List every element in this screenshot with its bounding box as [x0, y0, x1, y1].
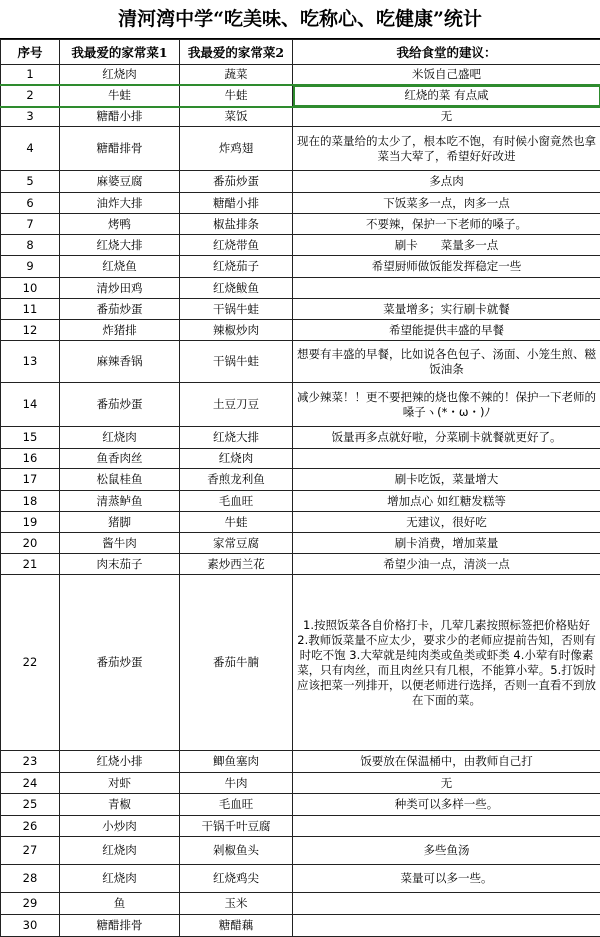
cell-dish1[interactable]: 糖醋小排 [60, 107, 180, 127]
cell-dish2[interactable]: 素炒西兰花 [180, 554, 293, 575]
cell-suggestion[interactable]: 希望少油一点，清淡一点 [293, 554, 600, 575]
cell-number[interactable]: 30 [1, 915, 60, 937]
header-dish2[interactable]: 我最爱的家常菜2 [180, 40, 293, 65]
cell-dish1[interactable]: 牛蛙 [60, 85, 180, 107]
cell-number[interactable]: 29 [1, 893, 60, 915]
table-row [1, 235, 600, 256]
cell-dish2[interactable]: 干锅牛蛙 [180, 299, 293, 320]
cell-dish1[interactable]: 番茄炒蛋 [60, 575, 180, 751]
cell-number[interactable]: 18 [1, 491, 60, 512]
table-row [1, 107, 600, 127]
cell-dish1[interactable]: 清蒸鲈鱼 [60, 491, 180, 512]
cell-dish2[interactable]: 番茄炒蛋 [180, 171, 293, 193]
header-suggestion[interactable]: 我给食堂的建议： [293, 40, 600, 65]
cell-number[interactable]: 28 [1, 865, 60, 893]
cell-suggestion[interactable]: 饭量再多点就好啦，分菜刷卡就餐就更好了。 [293, 427, 600, 449]
cell-suggestion[interactable]: 下饭菜多一点，肉多一点 [293, 193, 600, 214]
cell-number[interactable]: 19 [1, 512, 60, 533]
cell-dish1[interactable]: 松鼠桂鱼 [60, 469, 180, 491]
table-row [1, 427, 600, 449]
cell-dish1[interactable]: 麻婆豆腐 [60, 171, 180, 193]
table-row [1, 278, 600, 299]
table-row [1, 383, 600, 427]
cell-dish2[interactable]: 毛血旺 [180, 491, 293, 512]
cell-suggestion[interactable]: 无 [293, 773, 600, 794]
cell-suggestion[interactable]: 增加点心 如红糖发糕等 [293, 491, 600, 512]
cell-dish2[interactable]: 毛血旺 [180, 794, 293, 816]
cell-suggestion[interactable] [293, 278, 600, 299]
table-row [1, 751, 600, 773]
table-row [1, 554, 600, 575]
cell-dish2[interactable]: 牛蛙 [180, 85, 293, 107]
cell-dish2[interactable]: 鲫鱼塞肉 [180, 751, 293, 773]
cell-dish1[interactable]: 肉末茄子 [60, 554, 180, 575]
header-number[interactable]: 序号 [1, 40, 60, 65]
cell-dish1[interactable]: 红烧肉 [60, 65, 180, 85]
table-row [1, 575, 600, 751]
cell-number[interactable]: 20 [1, 533, 60, 554]
cell-dish1[interactable]: 青椒 [60, 794, 180, 816]
table-row [1, 85, 600, 107]
cell-suggestion[interactable]: 无建议，很好吃 [293, 512, 600, 533]
cell-suggestion[interactable]: 多些鱼汤 [293, 837, 600, 865]
cell-dish1[interactable]: 小炒肉 [60, 816, 180, 837]
cell-dish2[interactable]: 剁椒鱼头 [180, 837, 293, 865]
cell-suggestion[interactable]: 菜量可以多一些。 [293, 865, 600, 893]
cell-dish2[interactable]: 牛蛙 [180, 512, 293, 533]
cell-suggestion[interactable]: 无 [293, 107, 600, 127]
cell-number[interactable]: 13 [1, 341, 60, 383]
cell-number[interactable]: 16 [1, 449, 60, 469]
table-row [1, 865, 600, 893]
cell-number[interactable]: 6 [1, 193, 60, 214]
cell-number[interactable]: 24 [1, 773, 60, 794]
cell-dish2[interactable]: 红烧鸡尖 [180, 865, 293, 893]
cell-dish1[interactable]: 红烧肉 [60, 865, 180, 893]
cell-suggestion[interactable]: 希望能提供丰盛的早餐 [293, 320, 600, 341]
cell-suggestion[interactable]: 红烧的菜 有点咸 [293, 85, 600, 107]
cell-suggestion[interactable] [293, 915, 600, 937]
table-row [1, 837, 600, 865]
cell-suggestion[interactable]: 刷卡 菜量多一点 [293, 235, 600, 256]
cell-number[interactable]: 7 [1, 214, 60, 235]
cell-dish2[interactable]: 红烧大排 [180, 427, 293, 449]
cell-dish1[interactable]: 鱼 [60, 893, 180, 915]
cell-dish1[interactable]: 番茄炒蛋 [60, 383, 180, 427]
table-row [1, 193, 600, 214]
cell-dish2[interactable]: 牛肉 [180, 773, 293, 794]
cell-number[interactable]: 14 [1, 383, 60, 427]
table-row [1, 915, 600, 937]
cell-dish1[interactable]: 清炒田鸡 [60, 278, 180, 299]
cell-dish1[interactable]: 烤鸭 [60, 214, 180, 235]
cell-suggestion[interactable]: 多点肉 [293, 171, 600, 193]
cell-dish1[interactable]: 糖醋排骨 [60, 915, 180, 937]
cell-suggestion[interactable] [293, 816, 600, 837]
cell-number[interactable]: 5 [1, 171, 60, 193]
table-row [1, 794, 600, 816]
cell-number[interactable]: 4 [1, 127, 60, 171]
cell-number[interactable]: 21 [1, 554, 60, 575]
cell-dish2[interactable]: 辣椒炒肉 [180, 320, 293, 341]
cell-number[interactable]: 12 [1, 320, 60, 341]
cell-dish1[interactable]: 红烧肉 [60, 837, 180, 865]
table-row [1, 893, 600, 915]
cell-number[interactable]: 15 [1, 427, 60, 449]
cell-number[interactable]: 26 [1, 816, 60, 837]
cell-dish1[interactable]: 麻辣香锅 [60, 341, 180, 383]
cell-dish2[interactable]: 椒盐排条 [180, 214, 293, 235]
cell-dish2[interactable]: 糖醋藕 [180, 915, 293, 937]
cell-dish1[interactable]: 红烧小排 [60, 751, 180, 773]
cell-dish2[interactable]: 玉米 [180, 893, 293, 915]
cell-dish2[interactable]: 糖醋小排 [180, 193, 293, 214]
cell-suggestion[interactable] [293, 449, 600, 469]
table-row [1, 533, 600, 554]
cell-suggestion[interactable]: 种类可以多样一些。 [293, 794, 600, 816]
cell-dish1[interactable]: 鱼香肉丝 [60, 449, 180, 469]
table-row [1, 299, 600, 320]
cell-number[interactable]: 23 [1, 751, 60, 773]
cell-dish1[interactable]: 番茄炒蛋 [60, 299, 180, 320]
cell-dish2[interactable]: 菜饭 [180, 107, 293, 127]
cell-dish1[interactable]: 对虾 [60, 773, 180, 794]
table-row [1, 512, 600, 533]
cell-suggestion[interactable]: 现在的菜量给的太少了，根本吃不饱，有时候小窗竟然也拿菜当大荤了，希望好好改进 [293, 127, 600, 171]
cell-dish1[interactable]: 猪脚 [60, 512, 180, 533]
cell-dish2[interactable]: 蔬菜 [180, 65, 293, 85]
cell-dish2[interactable]: 红烧鲅鱼 [180, 278, 293, 299]
cell-suggestion[interactable]: 刷卡吃饭，菜量增大 [293, 469, 600, 491]
cell-suggestion[interactable]: 减少辣菜！！更不要把辣的烧也像不辣的！保护一下老师的嗓子ヽ(*・ω・)ﾉ [293, 383, 600, 427]
cell-suggestion[interactable]: 米饭自己盛吧 [293, 65, 600, 85]
cell-suggestion[interactable]: 想要有丰盛的早餐，比如说各色包子、汤面、小笼生煎、糍饭油条 [293, 341, 600, 383]
cell-dish2[interactable]: 家常豆腐 [180, 533, 293, 554]
table-row [1, 171, 600, 193]
table-row [1, 127, 600, 171]
cell-dish2[interactable]: 番茄牛腩 [180, 575, 293, 751]
cell-suggestion[interactable]: 刷卡消费，增加菜量 [293, 533, 600, 554]
cell-dish1[interactable]: 糖醋排骨 [60, 127, 180, 171]
table-row [1, 214, 600, 235]
header-dish1[interactable]: 我最爱的家常菜1 [60, 40, 180, 65]
table-row [1, 449, 600, 469]
table-row [1, 341, 600, 383]
cell-suggestion[interactable]: 不要辣，保护一下老师的嗓子。 [293, 214, 600, 235]
cell-dish1[interactable]: 红烧鱼 [60, 256, 180, 278]
cell-dish2[interactable]: 干锅千叶豆腐 [180, 816, 293, 837]
cell-suggestion[interactable] [293, 893, 600, 915]
cell-suggestion[interactable]: 菜量增多；实行刷卡就餐 [293, 299, 600, 320]
cell-dish2[interactable]: 红烧茄子 [180, 256, 293, 278]
table-row [1, 256, 600, 278]
survey-table [0, 39, 600, 937]
table-row [1, 469, 600, 491]
cell-suggestion[interactable]: 希望厨师做饭能发挥稳定一些 [293, 256, 600, 278]
cell-number[interactable]: 27 [1, 837, 60, 865]
cell-number[interactable]: 3 [1, 107, 60, 127]
cell-dish2[interactable]: 炸鸡翅 [180, 127, 293, 171]
sheet-title: 清河湾中学“吃美味、吃称心、吃健康”统计 [0, 0, 600, 39]
cell-dish2[interactable]: 土豆刀豆 [180, 383, 293, 427]
cell-dish2[interactable]: 红烧带鱼 [180, 235, 293, 256]
cell-dish1[interactable]: 酱牛肉 [60, 533, 180, 554]
cell-number[interactable]: 10 [1, 278, 60, 299]
cell-number[interactable]: 22 [1, 575, 60, 751]
cell-dish2[interactable]: 红烧肉 [180, 449, 293, 469]
cell-dish1[interactable]: 红烧肉 [60, 427, 180, 449]
cell-number[interactable]: 8 [1, 235, 60, 256]
cell-dish1[interactable]: 红烧大排 [60, 235, 180, 256]
cell-suggestion[interactable]: 1.按照饭菜各自价格打卡，几荤几素按照标签把价格贴好 2.教师饭菜量不应太少，要求少的老师应提前告知，否则有时吃不饱 3.大荤就是纯肉类或鱼类或虾类 4.小荤有时像素菜，只有肉丝，而且肉丝只有几根，不能算小荤。5.打饭时应该把菜一列排开，以便老师进行选择，否则一直看不到放在下面的菜。 [293, 575, 600, 751]
cell-dish2[interactable]: 干锅牛蛙 [180, 341, 293, 383]
cell-number[interactable]: 25 [1, 794, 60, 816]
cell-number[interactable]: 1 [1, 65, 60, 85]
cell-dish1[interactable]: 油炸大排 [60, 193, 180, 214]
table-row [1, 773, 600, 794]
cell-dish1[interactable]: 炸猪排 [60, 320, 180, 341]
cell-number[interactable]: 11 [1, 299, 60, 320]
table-row [1, 816, 600, 837]
cell-number[interactable]: 2 [1, 85, 60, 107]
table-row [1, 491, 600, 512]
table-row [1, 65, 600, 85]
cell-suggestion[interactable]: 饭要放在保温桶中，由教师自己打 [293, 751, 600, 773]
cell-number[interactable]: 17 [1, 469, 60, 491]
table-row [1, 320, 600, 341]
cell-dish2[interactable]: 香煎龙利鱼 [180, 469, 293, 491]
cell-number[interactable]: 9 [1, 256, 60, 278]
header-row [1, 40, 600, 65]
